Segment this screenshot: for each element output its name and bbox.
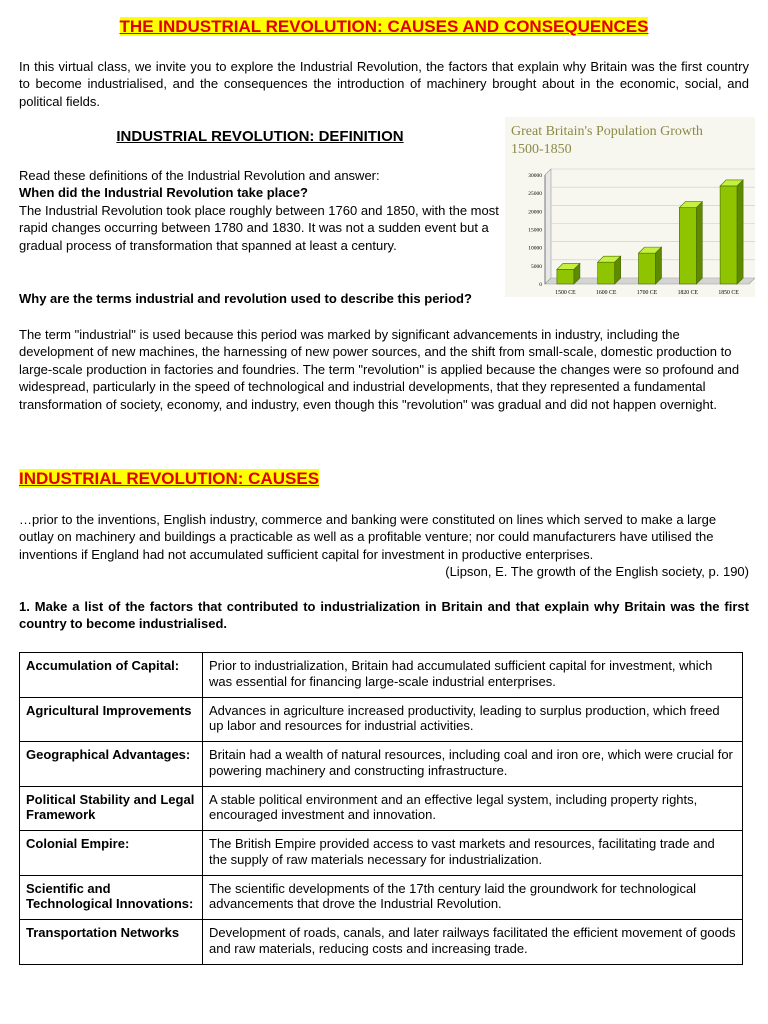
description-cell: The British Empire provided access to vast markets and resources, facilitating trade and the supply of raw materials necessary for industrialization. [203,831,743,876]
table-row [20,831,743,876]
chart-title: Great Britain's Population Growth [511,124,703,139]
causes-heading-wrap [19,468,319,490]
chart-ytick-label: 30000 [528,173,542,179]
definition-lead: Read these definitions of the Industrial Revolution and answer: [19,168,380,183]
description-cell: Advances in agriculture increased productivity, leading to surplus production, which freed up labor and resources for industrial activities. [203,697,743,742]
population-chart [505,117,755,297]
chart-ytick-label: 10000 [528,245,542,252]
factor-cell: Agricultural Improvements [20,697,203,742]
description-cell: A stable political environment and an effective legal system, including property rights, encouraged investment and innovation. [203,786,743,831]
description-cell: The scientific developments of the 17th century laid the groundwork for technological advancements that drove the Industrial Revolution. [203,875,743,920]
table-row [20,653,743,698]
chart-bar-side [737,180,743,284]
chart-xtick-label: 1700 CE [636,290,658,296]
table-row [20,742,743,787]
chart-bar-side [696,202,702,284]
table-row [20,875,743,920]
quote-citation: (Lipson, E. The growth of the English society, p. 190) [445,564,749,579]
factor-cell: Scientific and Technological Innovations: [20,875,203,920]
factor-cell: Geographical Advantages: [20,742,203,787]
page-title: THE INDUSTRIAL REVOLUTION: CAUSES AND CONSEQUENCES [119,17,649,36]
chart-bar [679,208,696,284]
chart-xtick-label: 1850 CE [718,290,739,296]
question-1: When did the Industrial Revolution take place? [19,185,308,201]
chart-subtitle: 1500-1850 [511,142,572,157]
factors-table [19,652,743,965]
chart-ytick-label: 0 [539,282,542,288]
chart-ytick-label: 25000 [528,191,542,198]
chart-bar [598,262,615,284]
definition-heading: INDUSTRIAL REVOLUTION: DEFINITION [116,128,404,145]
chart-plot [505,117,755,297]
factor-cell: Political Stability and Legal Framework [20,786,203,831]
chart-ytick-label: 20000 [528,209,542,216]
chart-bar [557,269,574,284]
description-cell: Britain had a wealth of natural resources, including coal and iron ore, which were crucial for powering machinery and constructing infrastructure. [203,742,743,787]
causes-heading: INDUSTRIAL REVOLUTION: CAUSES [19,469,320,488]
intro-paragraph: In this virtual class, we invite you to explore the Industrial Revolution, the factors that explain why Britain was the first country to become industrialised, and the consequences the introduction of machinery brought about in the economic, social, and political fields. [19,59,749,109]
table-row [20,786,743,831]
chart-bar [720,186,737,284]
chart-bar-side [656,247,662,284]
definition-section [19,167,499,254]
chart-ytick-label: 15000 [528,227,542,234]
description-cell: Development of roads, canals, and later railways facilitated the efficient movement of goods and raw materials, reducing costs and increasing trade. [203,920,743,965]
chart-side-wall [545,169,551,284]
table-row [20,697,743,742]
chart-xtick-label: 1600 CE [595,290,617,296]
page-title-wrap [0,16,768,38]
factor-cell: Accumulation of Capital: [20,653,203,698]
description-cell: Prior to industrialization, Britain had accumulated sufficient capital for investment, which was essential for financing large-scale industrial enterprises. [203,653,743,698]
factor-cell: Transportation Networks [20,920,203,965]
factor-cell: Colonial Empire: [20,831,203,876]
chart-bar [639,253,656,284]
question-2: Why are the terms industrial and revolution used to describe this period? [19,291,472,306]
chart-xtick-label: 1500 CE [555,290,576,296]
table-row [20,920,743,965]
task-instruction: 1. Make a list of the factors that contributed to industrialization in Britain and that explain why Britain was the first country to become industrialised. [19,599,749,632]
lipson-quote: …prior to the inventions, English industry, commerce and banking were constituted on lines which served to make a large outlay on machinery and buildings a practicable as well as a profitable venture; nor could manufacturers have utilised the inventions if England had not accumulated sufficient capital for investment in productive enterprises. [19,512,717,562]
answer-2: The term "industrial" is used because this period was marked by significant advancements in industry, including the development of new machines, the harnessing of new power sources, and the shift from small-scale, domestic production to large-scale production in factories and foundries. The term "revolution" is applied because the changes were so profound and widespread, particularly in the speed of technological and industrial developments, that they represented a fundamental transformation of society, economy, and industry, even though this "revolution" was gradual and did not happen overnight. [19,327,740,412]
chart-xtick-label: 1820 CE [677,290,699,296]
chart-ytick-label: 5000 [531,263,542,270]
answer-1: The Industrial Revolution took place roughly between 1760 and 1850, with the most rapid changes occurring between 1780 and 1830. It was not a sudden event but a gradual process of transformation that spanned at least a century. [19,202,499,253]
